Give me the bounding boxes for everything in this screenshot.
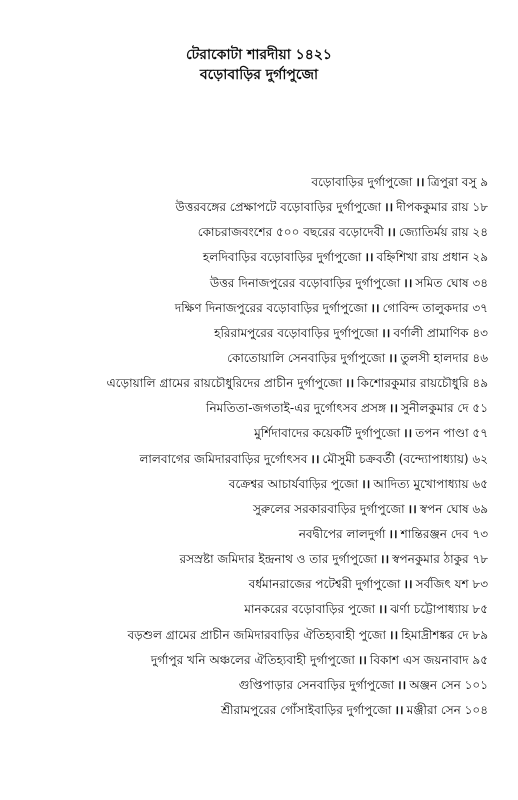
entry-title: বক্রেশ্বর আচার্যবাড়ির পুজো bbox=[228, 476, 359, 491]
entry-author-page: বিকাশ এস জয়নাবাদ ৯৫ bbox=[369, 652, 488, 667]
entry-author-page: মঞ্জীরা সেন ১০৪ bbox=[406, 702, 488, 717]
toc-entry bbox=[18, 547, 488, 572]
entry-title: লালবাগের জমিদারবাড়ির দুর্গোৎসব bbox=[139, 451, 308, 466]
toc-entry bbox=[18, 623, 488, 648]
entry-author-page: কিশোরকুমার রায়চৌধুরি ৪৯ bbox=[357, 376, 488, 391]
entry-separator: ।। bbox=[389, 627, 399, 642]
toc-entry bbox=[18, 421, 488, 446]
entry-title: গুপ্তিপাড়ার সেনবাড়ির দুর্গাপুজো bbox=[238, 677, 395, 692]
entry-title: কোচরাজবংশের ৫০০ বছরের বড়োদেবী bbox=[197, 225, 384, 240]
entry-separator: ।। bbox=[394, 702, 404, 717]
toc-entry bbox=[18, 447, 488, 472]
entry-separator: ।। bbox=[388, 401, 399, 416]
entry-title: মুর্শিদাবাদের কয়েকটি দুর্গাপুজো bbox=[254, 426, 401, 441]
entry-author-page: মৌসুমী চক্রবর্তী (বন্দ্যোপাধ্যায়) ৬২ bbox=[322, 451, 488, 466]
toc-entry bbox=[18, 346, 488, 371]
section-title: বড়োবাড়ির দুর্গাপুজো bbox=[199, 67, 319, 83]
entry-author-page: সমিত ঘোষ ৩৪ bbox=[415, 275, 488, 290]
toc-entry bbox=[18, 597, 488, 622]
toc-entry bbox=[18, 371, 488, 396]
toc-entry bbox=[18, 698, 488, 723]
entry-title: হরিরামপুরের বড়োবাড়ির দুর্গাপুজো bbox=[214, 325, 379, 340]
entry-separator: ।। bbox=[407, 501, 417, 516]
entry-author-page: স্বপন ঘোষ ৬৯ bbox=[419, 501, 488, 516]
entry-title: উত্তরবঙ্গের প্রেক্ষাপটে বড়োবাড়ির দুর্গাপুজো bbox=[175, 200, 382, 215]
entry-title: নিমতিতা-জগতাই-এর দুর্গোৎসব প্রসঙ্গ bbox=[206, 401, 386, 416]
entry-separator: ।। bbox=[361, 476, 371, 491]
entry-separator: ।। bbox=[345, 376, 355, 391]
entry-author-page: সর্বজিৎ যশ ৮৩ bbox=[415, 577, 488, 592]
toc-entry bbox=[18, 673, 488, 698]
entry-title: দুর্গাপুর খনি অঞ্চলের ঐতিহ্যবাহী দুর্গাপুজো bbox=[150, 652, 355, 667]
entry-author-page: দীপককুমার রায় ১৮ bbox=[396, 200, 488, 215]
entry-title: এড়োয়ালি গ্রামের রায়চৌধুরিদের প্রাচীন দুর্গাপুজো bbox=[106, 376, 343, 391]
entry-separator: ।। bbox=[381, 325, 391, 340]
entry-separator: ।। bbox=[357, 652, 367, 667]
entry-author-page: জ্যোতির্ময় রায় ২৪ bbox=[398, 225, 488, 240]
toc-entry bbox=[18, 572, 488, 597]
entry-author-page: বর্ণালী প্রামাণিক ৪৩ bbox=[393, 325, 488, 340]
entry-title: মানকরের বড়োবাড়ির পুজো bbox=[244, 602, 376, 617]
toc-entry bbox=[18, 271, 488, 296]
entry-separator: ।। bbox=[403, 275, 413, 290]
entry-author-page: ঝর্ণা চট্টোপাধ্যায় ৮৫ bbox=[390, 602, 488, 617]
entry-author-page: শান্তিরঞ্জন দেব ৭৩ bbox=[400, 526, 488, 541]
entry-separator: ।। bbox=[378, 602, 388, 617]
entry-separator: ।। bbox=[415, 175, 425, 189]
entry-separator: ।। bbox=[384, 200, 394, 215]
entry-author-page: হিমাদ্রীশঙ্কর দে ৮৯ bbox=[401, 627, 488, 642]
entry-separator: ।। bbox=[370, 300, 380, 315]
entry-separator: ।। bbox=[388, 350, 398, 365]
entry-separator: ।। bbox=[364, 250, 374, 265]
toc-entry bbox=[18, 648, 488, 673]
entry-separator: ।। bbox=[397, 677, 407, 692]
toc-entry bbox=[18, 396, 488, 421]
toc-entry bbox=[18, 170, 488, 195]
entry-title: নবদ্বীপের লালদুর্গা bbox=[298, 526, 386, 541]
entry-author-page: বহ্নিশিখা রায় প্রধান ২৯ bbox=[376, 250, 488, 265]
entry-author-page: আদিত্য মুখোপাধ্যায় ৬৫ bbox=[373, 476, 488, 491]
entry-title: রসস্রষ্টা জমিদার ইন্দ্রনাথ ও তার দুর্গাপুজো bbox=[179, 552, 378, 567]
entry-title: বড়োবাড়ির দুর্গাপুজো bbox=[311, 175, 413, 189]
toc-entry bbox=[18, 522, 488, 547]
entry-title: বড়শুল গ্রামের প্রাচীন জমিদারবাড়ির ঐতিহ্যবাহী পুজো bbox=[127, 627, 387, 642]
entry-separator: ।। bbox=[388, 526, 398, 541]
entry-author-page: ত্রিপুরা বসু ৯ bbox=[427, 175, 488, 189]
entry-title: সুরুলের সরকারবাড়ির দুর্গাপুজো bbox=[252, 501, 405, 516]
toc-entry bbox=[18, 321, 488, 346]
entry-separator: ।। bbox=[403, 577, 413, 592]
table-of-contents bbox=[18, 170, 488, 723]
entry-title: দক্ষিণ দিনাজপুরের বড়োবাড়ির দুর্গাপুজো bbox=[174, 300, 368, 315]
entry-author-page: তুলসী হালদার ৪৬ bbox=[400, 350, 488, 365]
magazine-title: টেরাকোটা শারদীয়া ১৪২১ bbox=[185, 47, 333, 63]
entry-separator: ।। bbox=[386, 225, 396, 240]
entry-author-page: স্বপনকুমার ঠাকুর ৭৮ bbox=[392, 552, 488, 567]
entry-separator: ।। bbox=[380, 552, 390, 567]
entry-separator: ।। bbox=[403, 426, 413, 441]
entry-author-page: সুনীলকুমার দে ৫১ bbox=[401, 401, 488, 416]
entry-title: হলদিবাড়ির বড়োবাড়ির দুর্গাপুজো bbox=[202, 250, 362, 265]
entry-title: শ্রীরামপুরের গোঁসাইবাড়ির দুর্গাপুজো bbox=[221, 702, 392, 717]
toc-entry bbox=[18, 497, 488, 522]
entry-title: উত্তর দিনাজপুরের বড়োবাড়ির দুর্গাপুজো bbox=[209, 275, 401, 290]
entry-separator: ।। bbox=[310, 451, 320, 466]
toc-entry bbox=[18, 472, 488, 497]
toc-entry bbox=[18, 245, 488, 270]
toc-entry bbox=[18, 220, 488, 245]
entry-author-page: তপন পাণ্ডা ৫৭ bbox=[415, 426, 488, 441]
toc-entry bbox=[18, 195, 488, 220]
entry-author-page: অঞ্জন সেন ১০১ bbox=[409, 677, 488, 692]
toc-entry bbox=[18, 296, 488, 321]
entry-title: কোতোয়ালি সেনবাড়ির দুর্গাপুজো bbox=[227, 350, 386, 365]
entry-author-page: গোবিন্দ তালুকদার ৩৭ bbox=[382, 300, 488, 315]
entry-title: বর্ধমানরাজের পটেশ্বরী দুর্গাপুজো bbox=[248, 577, 401, 592]
